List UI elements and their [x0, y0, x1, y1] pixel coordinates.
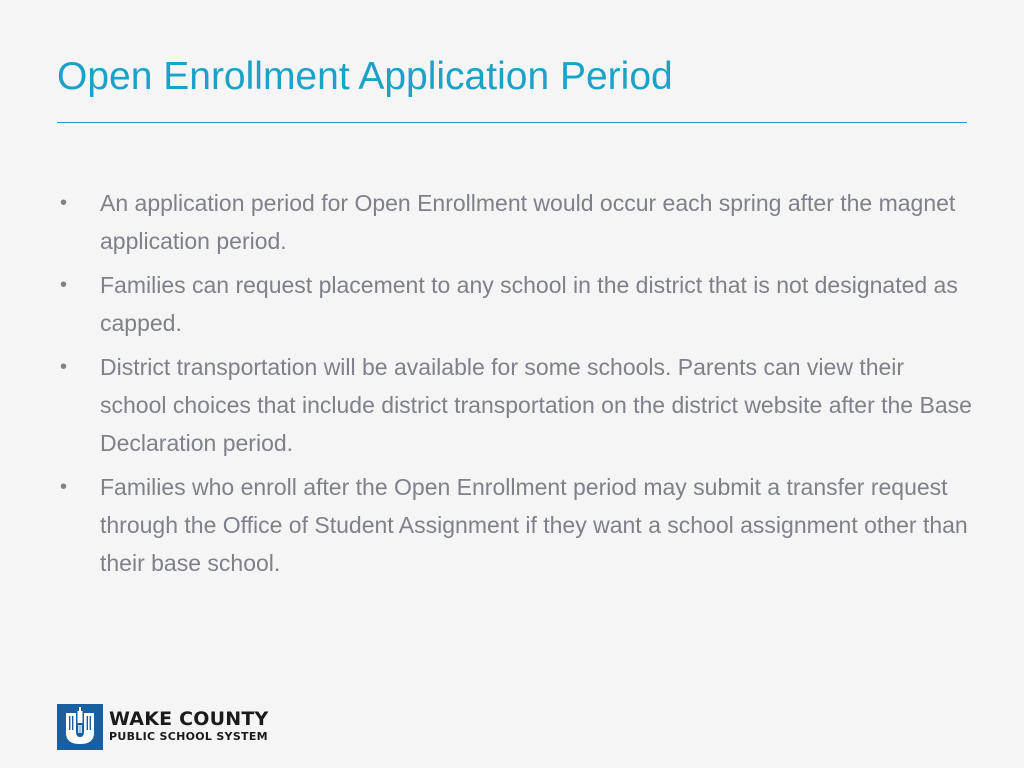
bullet-dot-icon: •	[60, 356, 68, 378]
bullet-text: District transportation will be available for some schools. Parents can view their school choices that include district transportation on the district website after the Base Declaration period.	[100, 354, 972, 456]
wake-county-logo	[57, 703, 268, 750]
bullet-item	[57, 468, 972, 582]
school-building-icon	[57, 704, 103, 750]
logo-line-1: WAKE COUNTY	[109, 708, 269, 730]
bullet-text: An application period for Open Enrollment would occur each spring after the magnet application period.	[100, 190, 956, 254]
bullet-text: Families can request placement to any school in the district that is not designated as capped.	[100, 272, 958, 336]
bullet-item	[57, 348, 972, 462]
logo-text	[109, 709, 268, 744]
bullet-dot-icon: •	[60, 192, 68, 214]
logo-line-2: PUBLIC SCHOOL SYSTEM	[109, 730, 268, 743]
bullet-dot-icon: •	[60, 274, 68, 296]
bullet-dot-icon: •	[60, 476, 68, 498]
bullet-text: Families who enroll after the Open Enrollment period may submit a transfer request through the Office of Student Assignment if they want a school assignment other than their base school.	[100, 474, 968, 576]
bullet-item	[57, 266, 972, 342]
slide-title: Open Enrollment Application Period	[57, 55, 673, 98]
bullet-item	[57, 184, 972, 260]
bullet-list	[57, 184, 972, 588]
title-divider	[57, 122, 967, 123]
